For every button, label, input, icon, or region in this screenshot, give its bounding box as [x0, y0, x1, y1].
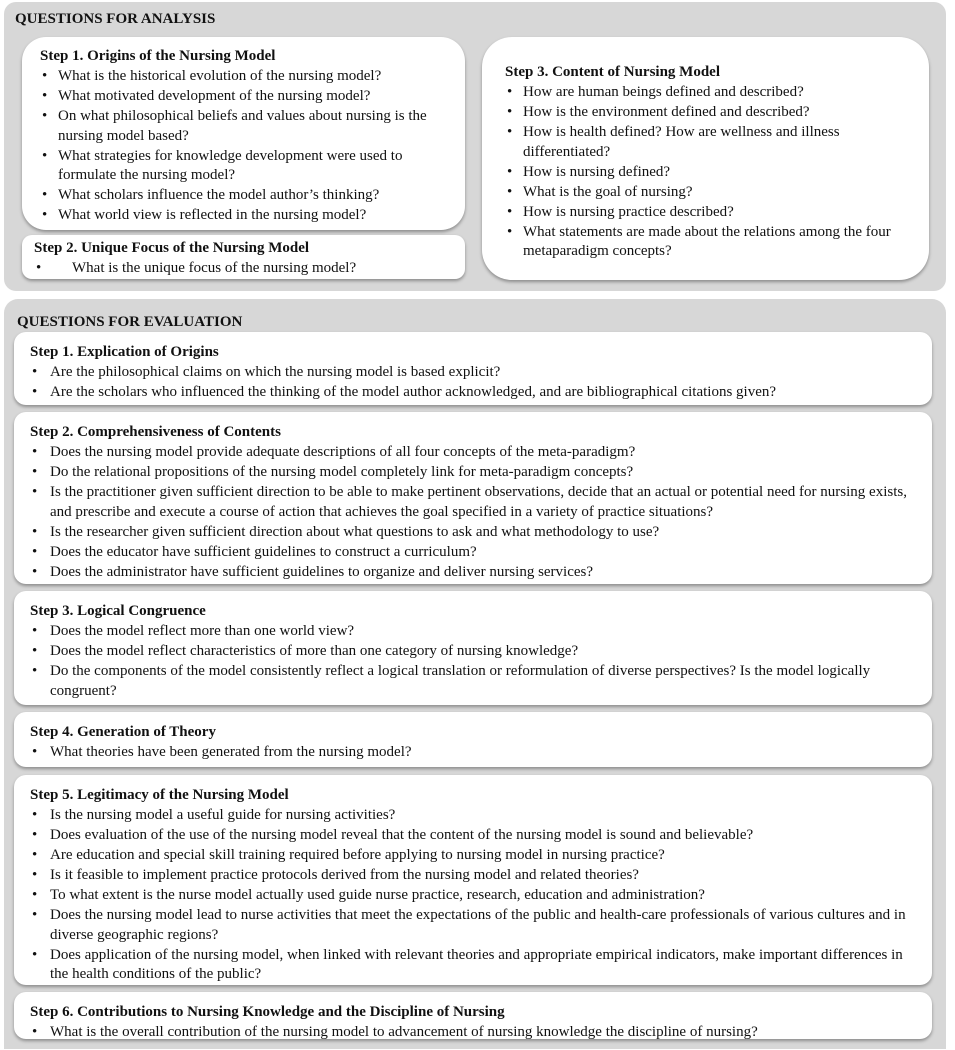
evaluation-step2-heading: Step 2. Comprehensiveness of Contents — [30, 424, 281, 440]
analysis-step2-heading: Step 2. Unique Focus of the Nursing Model — [34, 240, 310, 256]
analysis-panel — [4, 2, 946, 291]
list-item: • Are education and special skill training required before applying to nursing model in nursing practice? — [30, 846, 916, 866]
evaluation-panel — [4, 299, 946, 1049]
analysis-step3-heading: Step 3. Content of Nursing Model — [505, 64, 721, 80]
evaluation-step3-list — [30, 622, 916, 701]
evaluation-step5-list — [30, 806, 916, 985]
list-item: • Is it feasible to implement practice protocols derived from the nursing model and related theories? — [30, 866, 916, 886]
list-item: • What is the unique focus of the nursing model? — [34, 259, 455, 279]
list-item: • Is the practitioner given sufficient direction to be able to make pertinent observations, decide that an actual or potential need for nursing exists, and prescribe and execute a course of action that achieves the goal specified in a variety of practice situations? — [30, 483, 916, 522]
list-item: • Does evaluation of the use of the nursing model reveal that the content of the nursing model is sound and believable? — [30, 826, 916, 846]
evaluation-title: QUESTIONS FOR EVALUATION — [17, 314, 243, 330]
list-item: • Do the components of the model consistently reflect a logical translation or reformulation of diverse perspectives? Is the model logically congruent? — [30, 662, 916, 701]
list-item: • What is the goal of nursing? — [505, 183, 911, 203]
analysis-step3-list — [505, 83, 911, 262]
list-item: • What scholars influence the model author’s thinking? — [40, 186, 451, 206]
list-item: • What strategies for knowledge development were used to formulate the nursing model? — [40, 147, 451, 186]
evaluation-step6-box — [14, 992, 932, 1039]
evaluation-step4-heading: Step 4. Generation of Theory — [30, 724, 216, 740]
list-item: • On what philosophical beliefs and values about nursing is the nursing model based? — [40, 107, 451, 146]
list-item: • How is the environment defined and described? — [505, 103, 911, 123]
list-item: • What is the historical evolution of the nursing model? — [40, 67, 451, 87]
evaluation-step3-box — [14, 591, 932, 705]
list-item: • How is nursing defined? — [505, 163, 911, 183]
analysis-step3-box — [482, 37, 929, 280]
evaluation-step2-box — [14, 412, 932, 584]
evaluation-step6-heading: Step 6. Contributions to Nursing Knowledge and the Discipline of Nursing — [30, 1004, 505, 1020]
evaluation-step1-list — [30, 363, 920, 403]
list-item: • Are the scholars who influenced the thinking of the model author acknowledged, and are bibliographical citations given? — [30, 383, 920, 403]
list-item: • What motivated development of the nursing model? — [40, 87, 451, 107]
list-item: • Does application of the nursing model, when linked with relevant theories and appropriate empirical indicators, make important differences in the health conditions of the public? — [30, 946, 916, 985]
evaluation-step1-heading: Step 1. Explication of Origins — [30, 344, 219, 360]
list-item: • Does the model reflect characteristics of more than one category of nursing knowledge? — [30, 642, 916, 662]
list-item: • How is health defined? How are wellness and illness differentiated? — [505, 123, 911, 162]
analysis-step1-heading: Step 1. Origins of the Nursing Model — [40, 48, 276, 64]
analysis-step2-list — [34, 259, 455, 279]
list-item: • Does the administrator have sufficient guidelines to organize and deliver nursing services? — [30, 563, 916, 583]
list-item: • What world view is reflected in the nursing model? — [40, 206, 451, 226]
evaluation-step5-box — [14, 775, 932, 985]
analysis-step1-box — [22, 37, 465, 230]
list-item: • Does the model reflect more than one world view? — [30, 622, 916, 642]
evaluation-step2-list — [30, 443, 916, 582]
list-item: • Do the relational propositions of the nursing model completely link for meta-paradigm concepts? — [30, 463, 916, 483]
list-item: • What theories have been generated from the nursing model? — [30, 743, 916, 763]
analysis-step2-box — [22, 235, 465, 279]
list-item: • How is nursing practice described? — [505, 203, 911, 223]
evaluation-step3-heading: Step 3. Logical Congruence — [30, 603, 206, 619]
list-item: • Does the nursing model lead to nurse activities that meet the expectations of the public and health-care professionals of various cultures and in diverse geographic regions? — [30, 906, 916, 945]
list-item: • What statements are made about the relations among the four metaparadigm concepts? — [505, 223, 911, 262]
list-item: • What is the overall contribution of the nursing model to advancement of nursing knowledge the discipline of nursing? — [30, 1023, 916, 1043]
evaluation-step4-box — [14, 712, 932, 767]
list-item: • Is the nursing model a useful guide for nursing activities? — [30, 806, 916, 826]
list-item: • How are human beings defined and described? — [505, 83, 911, 103]
evaluation-step1-box — [14, 332, 932, 405]
list-item: • Does the educator have sufficient guidelines to construct a curriculum? — [30, 543, 916, 563]
evaluation-step4-list — [30, 743, 916, 763]
list-item: • To what extent is the nurse model actually used guide nurse practice, research, education and administration? — [30, 886, 916, 906]
list-item: • Does the nursing model provide adequate descriptions of all four concepts of the meta-paradigm? — [30, 443, 916, 463]
list-item: • Are the philosophical claims on which the nursing model is based explicit? — [30, 363, 920, 383]
analysis-step1-list — [40, 67, 451, 226]
evaluation-step6-list — [30, 1023, 916, 1043]
list-item: • Is the researcher given sufficient direction about what questions to ask and what methodology to use? — [30, 523, 916, 543]
analysis-title: QUESTIONS FOR ANALYSIS — [15, 11, 216, 27]
evaluation-step5-heading: Step 5. Legitimacy of the Nursing Model — [30, 787, 289, 803]
